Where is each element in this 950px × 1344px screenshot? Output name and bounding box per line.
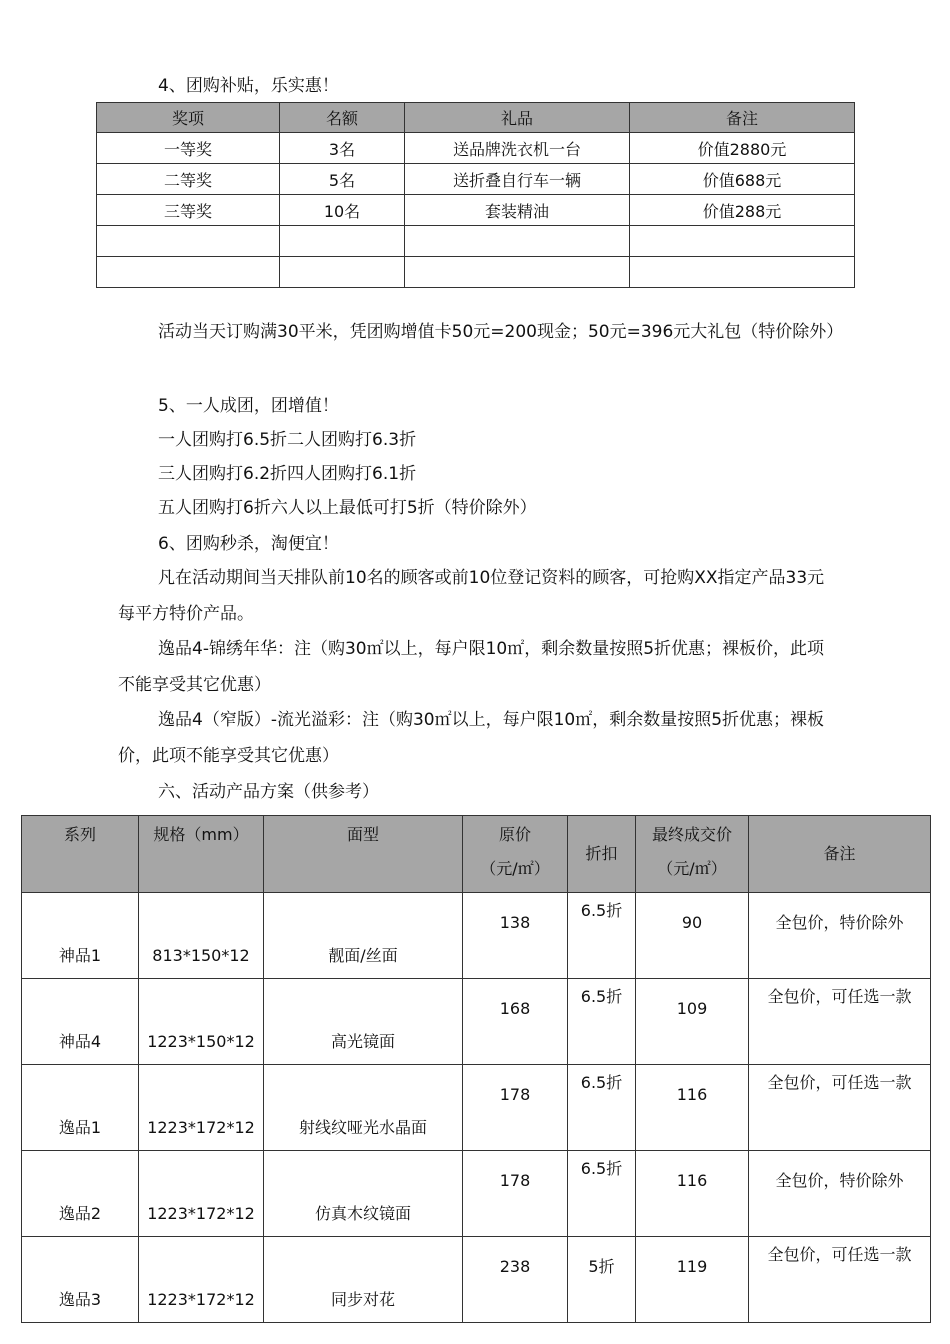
product-plan-table bbox=[21, 815, 931, 1323]
header-series: 系列 bbox=[22, 816, 139, 893]
group-line-3: 五人团购打6折六人以上最低可打5折（特价除外） bbox=[158, 498, 537, 518]
header-prize: 奖项 bbox=[97, 103, 280, 133]
cell: 套装精油 bbox=[405, 195, 630, 226]
cell: 二等奖 bbox=[97, 164, 280, 195]
header-spec: 规格（mm） bbox=[139, 816, 264, 893]
table-row bbox=[97, 133, 855, 164]
header-surface: 面型 bbox=[264, 816, 463, 893]
cell-final: 116 bbox=[636, 1151, 749, 1237]
cell-remark: 全包价，可任选一款 bbox=[749, 979, 931, 1065]
header-final-line2: （元/㎡） bbox=[657, 859, 727, 878]
prize-table-header bbox=[97, 103, 855, 133]
cell-series: 逸品2 bbox=[22, 1151, 139, 1237]
table-row bbox=[22, 893, 931, 979]
cell-series: 神品4 bbox=[22, 979, 139, 1065]
cell: 送品牌洗衣机一台 bbox=[405, 133, 630, 164]
cell-discount: 6.5折 bbox=[568, 893, 636, 979]
cell-series: 神品1 bbox=[22, 893, 139, 979]
header-remark: 备注 bbox=[630, 103, 855, 133]
cell-series: 逸品1 bbox=[22, 1065, 139, 1151]
cell-final: 119 bbox=[636, 1237, 749, 1323]
cell: 价值2880元 bbox=[630, 133, 855, 164]
cell bbox=[405, 226, 630, 257]
cell-surface: 同步对花 bbox=[264, 1237, 463, 1323]
cell-remark: 全包价，特价除外 bbox=[749, 1151, 931, 1237]
cell-price: 178 bbox=[463, 1065, 568, 1151]
cell-remark: 全包价，可任选一款 bbox=[749, 1065, 931, 1151]
cell-surface: 靓面/丝面 bbox=[264, 893, 463, 979]
section-4-heading: 4、团购补贴，乐实惠！ bbox=[158, 76, 339, 96]
header-remark: 备注 bbox=[749, 816, 931, 893]
product-table-header bbox=[22, 816, 931, 893]
header-final-line1: 最终成交价 bbox=[651, 825, 732, 844]
table-row bbox=[22, 1065, 931, 1151]
cell-price: 138 bbox=[463, 893, 568, 979]
header-final bbox=[636, 816, 749, 893]
product-note-1: 逸品4-锦绣年华：注（购30㎡以上，每户限10㎡，剩余数量按照5折优惠；裸板价，此项不能享受其它优惠） bbox=[118, 639, 825, 695]
cell-spec: 1223*150*12 bbox=[139, 979, 264, 1065]
cell: 3名 bbox=[280, 133, 405, 164]
table-row bbox=[97, 164, 855, 195]
cell: 送折叠自行车一辆 bbox=[405, 164, 630, 195]
header-price-line2: （元/㎡） bbox=[480, 859, 550, 878]
cell-final: 90 bbox=[636, 893, 749, 979]
header-discount: 折扣 bbox=[568, 816, 636, 893]
flash-sale-para: 凡在活动期间当天排队前10名的顾客或前10位登记资料的顾客，可抢购XX指定产品33元每平方特价产品。 bbox=[118, 568, 825, 624]
cell-remark: 全包价，特价除外 bbox=[749, 893, 931, 979]
group-line-2: 三人团购打6.2折四人团购打6.1折 bbox=[158, 464, 417, 484]
table-row bbox=[97, 257, 855, 288]
cell-discount: 6.5折 bbox=[568, 979, 636, 1065]
cell bbox=[280, 226, 405, 257]
table-row bbox=[97, 226, 855, 257]
cell: 一等奖 bbox=[97, 133, 280, 164]
cell bbox=[630, 226, 855, 257]
table-row bbox=[22, 1237, 931, 1323]
cell-discount: 6.5折 bbox=[568, 1065, 636, 1151]
cell bbox=[97, 226, 280, 257]
cell: 5名 bbox=[280, 164, 405, 195]
cell-remark: 全包价，可任选一款 bbox=[749, 1237, 931, 1323]
prize-table bbox=[96, 102, 855, 288]
cell bbox=[280, 257, 405, 288]
section-6-heading: 6、团购秒杀，淘便宜！ bbox=[158, 534, 339, 554]
cell bbox=[630, 257, 855, 288]
cell-price: 168 bbox=[463, 979, 568, 1065]
group-line-1: 一人团购打6.5折二人团购打6.3折 bbox=[158, 430, 417, 450]
cell-price: 178 bbox=[463, 1151, 568, 1237]
cell: 价值288元 bbox=[630, 195, 855, 226]
product-plan-heading: 六、活动产品方案（供参考） bbox=[158, 782, 379, 802]
product-note-2: 逸品4（窄版）-流光溢彩：注（购30㎡以上，每户限10㎡，剩余数量按照5折优惠；裸板价，此项不能享受其它优惠） bbox=[118, 710, 825, 766]
cell-final: 116 bbox=[636, 1065, 749, 1151]
cell: 10名 bbox=[280, 195, 405, 226]
cell: 价值688元 bbox=[630, 164, 855, 195]
cell bbox=[97, 257, 280, 288]
cell-surface: 高光镜面 bbox=[264, 979, 463, 1065]
cell-surface: 射线纹哑光水晶面 bbox=[264, 1065, 463, 1151]
cell: 三等奖 bbox=[97, 195, 280, 226]
activity-note: 活动当天订购满30平米，凭团购增值卡50元=200现金；50元=396元大礼包（特价除外） bbox=[158, 322, 844, 342]
table-row bbox=[97, 195, 855, 226]
cell-final: 109 bbox=[636, 979, 749, 1065]
header-quota: 名额 bbox=[280, 103, 405, 133]
cell-price: 238 bbox=[463, 1237, 568, 1323]
section-5-heading: 5、一人成团，团增值！ bbox=[158, 396, 339, 416]
cell-spec: 813*150*12 bbox=[139, 893, 264, 979]
header-price bbox=[463, 816, 568, 893]
header-gift: 礼品 bbox=[405, 103, 630, 133]
cell-spec: 1223*172*12 bbox=[139, 1151, 264, 1237]
cell-spec: 1223*172*12 bbox=[139, 1065, 264, 1151]
cell-surface: 仿真木纹镜面 bbox=[264, 1151, 463, 1237]
table-row bbox=[22, 1151, 931, 1237]
cell bbox=[405, 257, 630, 288]
cell-discount: 6.5折 bbox=[568, 1151, 636, 1237]
cell-discount: 5折 bbox=[568, 1237, 636, 1323]
table-row bbox=[22, 979, 931, 1065]
cell-series: 逸品3 bbox=[22, 1237, 139, 1323]
header-price-line1: 原价 bbox=[498, 825, 531, 844]
cell-spec: 1223*172*12 bbox=[139, 1237, 264, 1323]
